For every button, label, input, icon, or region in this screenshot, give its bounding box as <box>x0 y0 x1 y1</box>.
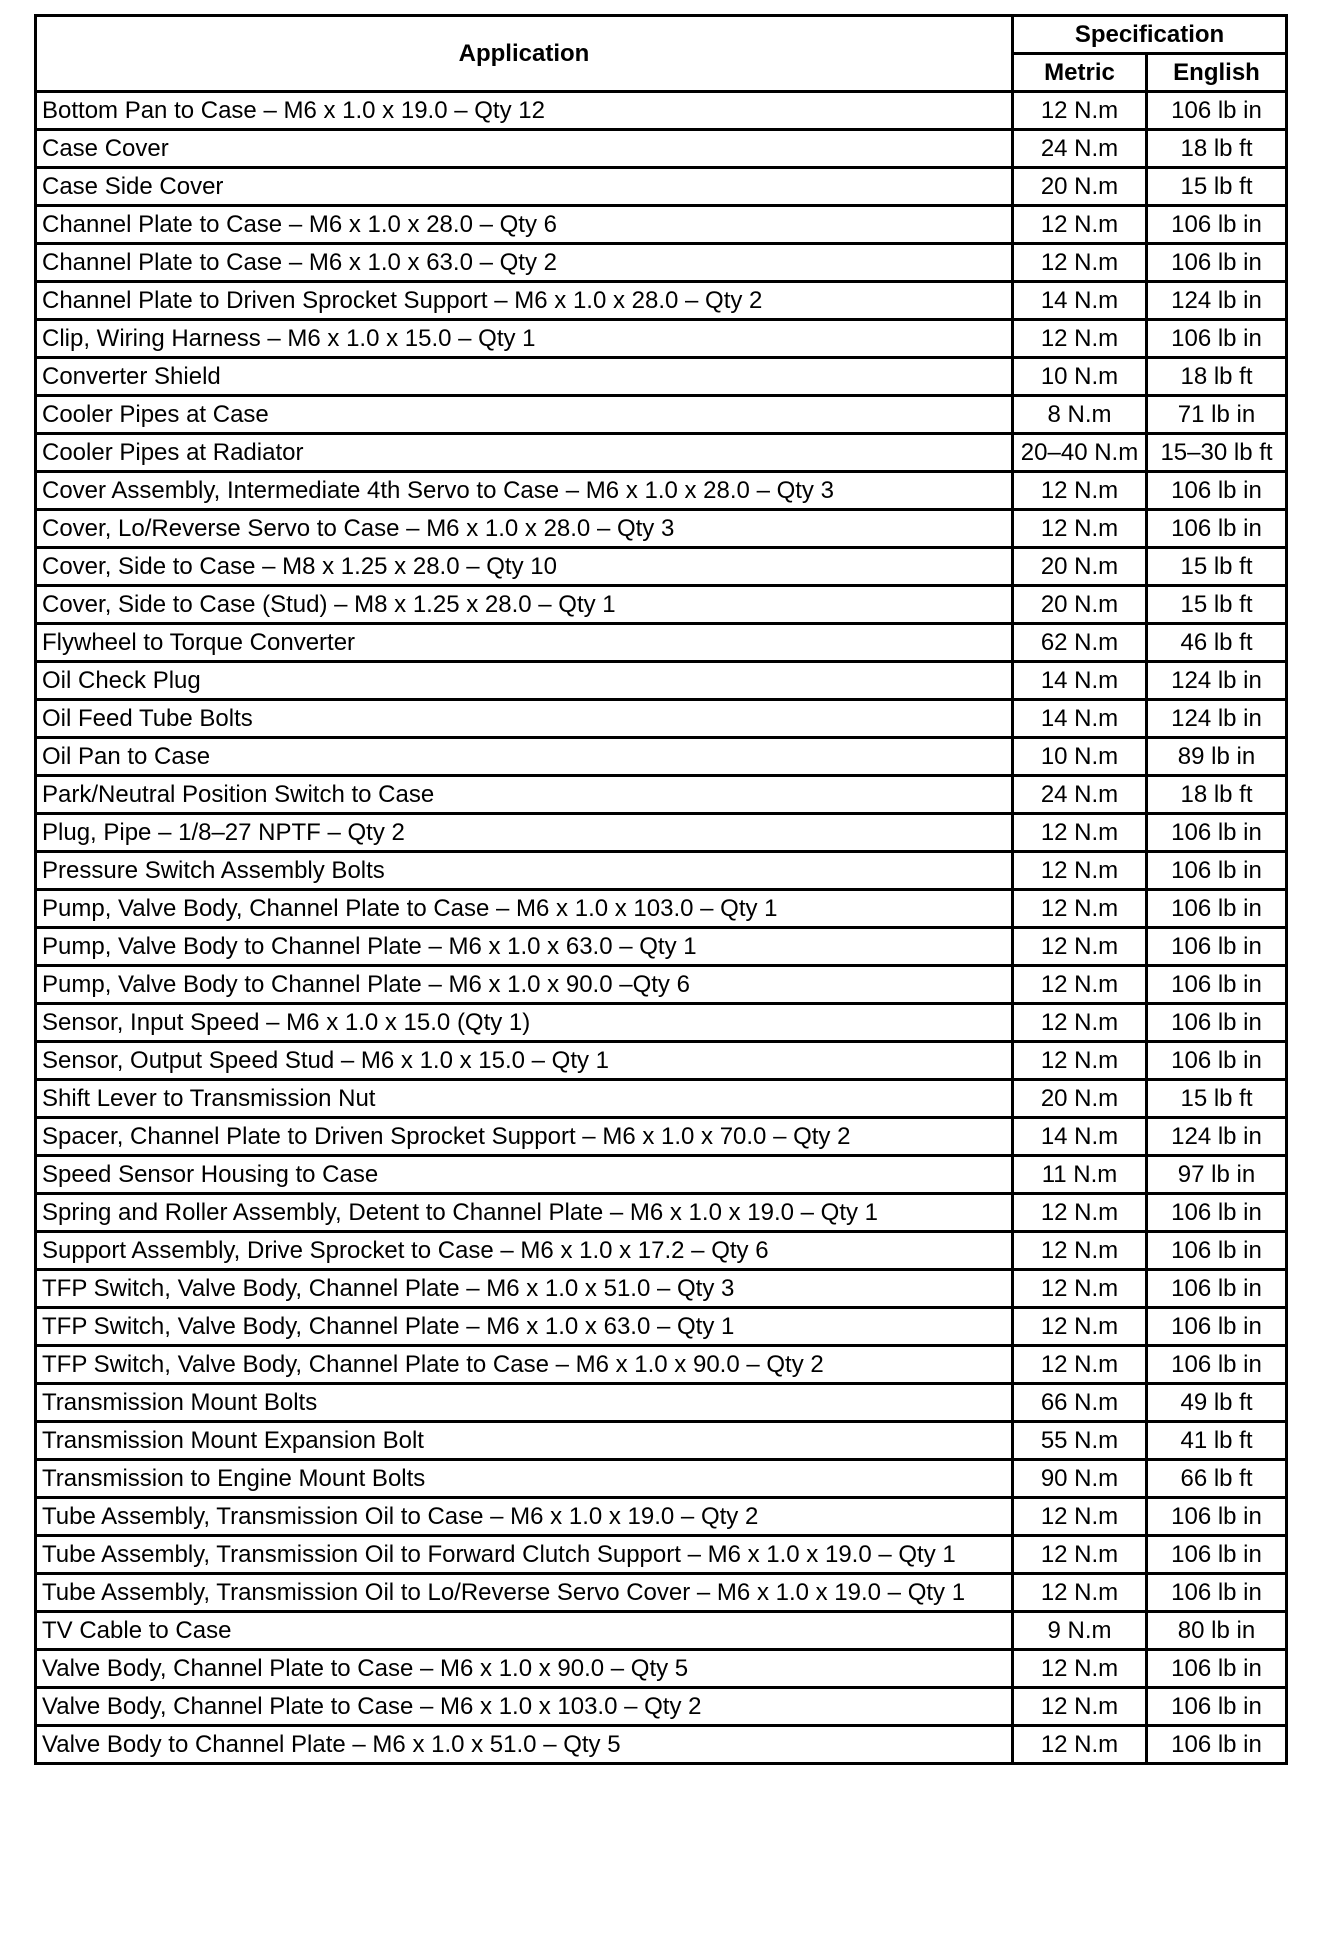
cell-application: Tube Assembly, Transmission Oil to Forward Clutch Support – M6 x 1.0 x 19.0 – Qty 1 <box>36 1536 1013 1574</box>
header-application: Application <box>36 16 1013 92</box>
cell-english: 15 lb ft <box>1147 586 1287 624</box>
cell-english: 106 lb in <box>1147 1688 1287 1726</box>
header-metric: Metric <box>1013 54 1147 92</box>
table-row <box>36 852 1287 890</box>
cell-application: Channel Plate to Driven Sprocket Support – M6 x 1.0 x 28.0 – Qty 2 <box>36 282 1013 320</box>
cell-english: 15 lb ft <box>1147 548 1287 586</box>
cell-metric: 20 N.m <box>1013 586 1147 624</box>
table-row <box>36 510 1287 548</box>
table-row <box>36 1004 1287 1042</box>
cell-metric: 12 N.m <box>1013 1194 1147 1232</box>
cell-metric: 12 N.m <box>1013 1004 1147 1042</box>
table-row <box>36 1118 1287 1156</box>
table-row <box>36 1650 1287 1688</box>
table-row <box>36 434 1287 472</box>
table-row <box>36 1270 1287 1308</box>
table-row <box>36 472 1287 510</box>
cell-english: 106 lb in <box>1147 1232 1287 1270</box>
cell-application: Cover, Lo/Reverse Servo to Case – M6 x 1.0 x 28.0 – Qty 3 <box>36 510 1013 548</box>
cell-metric: 12 N.m <box>1013 814 1147 852</box>
table-row <box>36 92 1287 130</box>
cell-metric: 12 N.m <box>1013 966 1147 1004</box>
table-row <box>36 282 1287 320</box>
cell-metric: 24 N.m <box>1013 776 1147 814</box>
cell-application: Valve Body, Channel Plate to Case – M6 x 1.0 x 103.0 – Qty 2 <box>36 1688 1013 1726</box>
cell-application: Pump, Valve Body, Channel Plate to Case – M6 x 1.0 x 103.0 – Qty 1 <box>36 890 1013 928</box>
table-row <box>36 1726 1287 1764</box>
cell-english: 46 lb ft <box>1147 624 1287 662</box>
cell-metric: 12 N.m <box>1013 1650 1147 1688</box>
table-row <box>36 1688 1287 1726</box>
cell-metric: 12 N.m <box>1013 92 1147 130</box>
cell-metric: 9 N.m <box>1013 1612 1147 1650</box>
cell-application: Channel Plate to Case – M6 x 1.0 x 63.0 – Qty 2 <box>36 244 1013 282</box>
cell-application: Spring and Roller Assembly, Detent to Channel Plate – M6 x 1.0 x 19.0 – Qty 1 <box>36 1194 1013 1232</box>
cell-english: 106 lb in <box>1147 1270 1287 1308</box>
cell-application: Sensor, Input Speed – M6 x 1.0 x 15.0 (Qty 1) <box>36 1004 1013 1042</box>
cell-english: 124 lb in <box>1147 700 1287 738</box>
cell-metric: 62 N.m <box>1013 624 1147 662</box>
cell-application: Oil Check Plug <box>36 662 1013 700</box>
cell-english: 106 lb in <box>1147 1194 1287 1232</box>
cell-metric: 12 N.m <box>1013 1308 1147 1346</box>
cell-metric: 12 N.m <box>1013 1536 1147 1574</box>
table-row <box>36 358 1287 396</box>
table-row <box>36 1156 1287 1194</box>
cell-metric: 14 N.m <box>1013 700 1147 738</box>
cell-metric: 12 N.m <box>1013 1232 1147 1270</box>
table-row <box>36 662 1287 700</box>
cell-english: 106 lb in <box>1147 1650 1287 1688</box>
table-row <box>36 1346 1287 1384</box>
cell-english: 106 lb in <box>1147 890 1287 928</box>
header-row-top <box>36 16 1287 54</box>
table-row <box>36 1194 1287 1232</box>
cell-application: Park/Neutral Position Switch to Case <box>36 776 1013 814</box>
cell-metric: 12 N.m <box>1013 1270 1147 1308</box>
table-row <box>36 168 1287 206</box>
cell-english: 106 lb in <box>1147 928 1287 966</box>
cell-metric: 12 N.m <box>1013 1346 1147 1384</box>
cell-english: 106 lb in <box>1147 92 1287 130</box>
cell-application: Valve Body, Channel Plate to Case – M6 x 1.0 x 90.0 – Qty 5 <box>36 1650 1013 1688</box>
header-specification: Specification <box>1013 16 1287 54</box>
cell-application: Spacer, Channel Plate to Driven Sprocket Support – M6 x 1.0 x 70.0 – Qty 2 <box>36 1118 1013 1156</box>
cell-application: Transmission Mount Bolts <box>36 1384 1013 1422</box>
cell-application: TFP Switch, Valve Body, Channel Plate – M6 x 1.0 x 51.0 – Qty 3 <box>36 1270 1013 1308</box>
cell-application: Valve Body to Channel Plate – M6 x 1.0 x 51.0 – Qty 5 <box>36 1726 1013 1764</box>
cell-metric: 90 N.m <box>1013 1460 1147 1498</box>
cell-application: Tube Assembly, Transmission Oil to Lo/Reverse Servo Cover – M6 x 1.0 x 19.0 – Qty 1 <box>36 1574 1013 1612</box>
cell-english: 124 lb in <box>1147 1118 1287 1156</box>
table-row <box>36 966 1287 1004</box>
table-row <box>36 1536 1287 1574</box>
cell-application: TV Cable to Case <box>36 1612 1013 1650</box>
cell-english: 106 lb in <box>1147 1536 1287 1574</box>
cell-metric: 14 N.m <box>1013 282 1147 320</box>
cell-english: 18 lb ft <box>1147 358 1287 396</box>
cell-metric: 12 N.m <box>1013 244 1147 282</box>
cell-metric: 20 N.m <box>1013 548 1147 586</box>
cell-metric: 66 N.m <box>1013 1384 1147 1422</box>
cell-application: Oil Feed Tube Bolts <box>36 700 1013 738</box>
cell-metric: 12 N.m <box>1013 320 1147 358</box>
cell-english: 106 lb in <box>1147 852 1287 890</box>
table-row <box>36 1498 1287 1536</box>
cell-english: 106 lb in <box>1147 966 1287 1004</box>
cell-metric: 10 N.m <box>1013 738 1147 776</box>
cell-metric: 12 N.m <box>1013 472 1147 510</box>
cell-metric: 12 N.m <box>1013 1498 1147 1536</box>
cell-metric: 24 N.m <box>1013 130 1147 168</box>
cell-metric: 12 N.m <box>1013 1574 1147 1612</box>
cell-application: Cooler Pipes at Case <box>36 396 1013 434</box>
table-body <box>36 92 1287 1764</box>
cell-metric: 11 N.m <box>1013 1156 1147 1194</box>
table-row <box>36 814 1287 852</box>
cell-metric: 20 N.m <box>1013 168 1147 206</box>
cell-english: 106 lb in <box>1147 1574 1287 1612</box>
cell-application: Transmission to Engine Mount Bolts <box>36 1460 1013 1498</box>
cell-application: Plug, Pipe – 1/8–27 NPTF – Qty 2 <box>36 814 1013 852</box>
cell-metric: 10 N.m <box>1013 358 1147 396</box>
table-row <box>36 548 1287 586</box>
cell-metric: 55 N.m <box>1013 1422 1147 1460</box>
table-row <box>36 738 1287 776</box>
cell-application: Cooler Pipes at Radiator <box>36 434 1013 472</box>
cell-metric: 20–40 N.m <box>1013 434 1147 472</box>
cell-english: 18 lb ft <box>1147 776 1287 814</box>
cell-english: 66 lb ft <box>1147 1460 1287 1498</box>
cell-english: 18 lb ft <box>1147 130 1287 168</box>
cell-english: 41 lb ft <box>1147 1422 1287 1460</box>
cell-english: 97 lb in <box>1147 1156 1287 1194</box>
cell-metric: 12 N.m <box>1013 1688 1147 1726</box>
cell-metric: 12 N.m <box>1013 510 1147 548</box>
cell-english: 80 lb in <box>1147 1612 1287 1650</box>
cell-application: Speed Sensor Housing to Case <box>36 1156 1013 1194</box>
table-row <box>36 1574 1287 1612</box>
table-row <box>36 928 1287 966</box>
cell-application: Pump, Valve Body to Channel Plate – M6 x 1.0 x 90.0 –Qty 6 <box>36 966 1013 1004</box>
cell-application: Sensor, Output Speed Stud – M6 x 1.0 x 15.0 – Qty 1 <box>36 1042 1013 1080</box>
cell-english: 106 lb in <box>1147 510 1287 548</box>
table-header <box>36 16 1287 92</box>
cell-application: Pressure Switch Assembly Bolts <box>36 852 1013 890</box>
cell-application: Case Side Cover <box>36 168 1013 206</box>
cell-english: 106 lb in <box>1147 244 1287 282</box>
table-row <box>36 1460 1287 1498</box>
cell-application: Shift Lever to Transmission Nut <box>36 1080 1013 1118</box>
cell-application: TFP Switch, Valve Body, Channel Plate – M6 x 1.0 x 63.0 – Qty 1 <box>36 1308 1013 1346</box>
cell-english: 106 lb in <box>1147 320 1287 358</box>
table-row <box>36 776 1287 814</box>
cell-english: 89 lb in <box>1147 738 1287 776</box>
cell-english: 106 lb in <box>1147 1004 1287 1042</box>
table-row <box>36 1232 1287 1270</box>
cell-english: 49 lb ft <box>1147 1384 1287 1422</box>
cell-metric: 8 N.m <box>1013 396 1147 434</box>
cell-application: Transmission Mount Expansion Bolt <box>36 1422 1013 1460</box>
table-row <box>36 244 1287 282</box>
cell-application: TFP Switch, Valve Body, Channel Plate to Case – M6 x 1.0 x 90.0 – Qty 2 <box>36 1346 1013 1384</box>
header-english: English <box>1147 54 1287 92</box>
cell-application: Tube Assembly, Transmission Oil to Case – M6 x 1.0 x 19.0 – Qty 2 <box>36 1498 1013 1536</box>
cell-english: 106 lb in <box>1147 1498 1287 1536</box>
cell-metric: 20 N.m <box>1013 1080 1147 1118</box>
cell-metric: 12 N.m <box>1013 206 1147 244</box>
table-row <box>36 890 1287 928</box>
table-row <box>36 206 1287 244</box>
cell-metric: 14 N.m <box>1013 1118 1147 1156</box>
cell-application: Cover, Side to Case – M8 x 1.25 x 28.0 – Qty 10 <box>36 548 1013 586</box>
table-row <box>36 586 1287 624</box>
cell-english: 106 lb in <box>1147 814 1287 852</box>
table-row <box>36 1384 1287 1422</box>
table-row <box>36 1422 1287 1460</box>
cell-english: 15 lb ft <box>1147 168 1287 206</box>
cell-english: 15–30 lb ft <box>1147 434 1287 472</box>
cell-application: Case Cover <box>36 130 1013 168</box>
cell-application: Cover, Side to Case (Stud) – M8 x 1.25 x 28.0 – Qty 1 <box>36 586 1013 624</box>
cell-application: Channel Plate to Case – M6 x 1.0 x 28.0 – Qty 6 <box>36 206 1013 244</box>
table-row <box>36 700 1287 738</box>
cell-metric: 12 N.m <box>1013 890 1147 928</box>
cell-english: 106 lb in <box>1147 206 1287 244</box>
cell-application: Pump, Valve Body to Channel Plate – M6 x 1.0 x 63.0 – Qty 1 <box>36 928 1013 966</box>
cell-english: 124 lb in <box>1147 282 1287 320</box>
cell-english: 15 lb ft <box>1147 1080 1287 1118</box>
cell-metric: 12 N.m <box>1013 1042 1147 1080</box>
cell-metric: 12 N.m <box>1013 1726 1147 1764</box>
cell-application: Converter Shield <box>36 358 1013 396</box>
table-row <box>36 396 1287 434</box>
table-row <box>36 624 1287 662</box>
table-row <box>36 320 1287 358</box>
cell-application: Bottom Pan to Case – M6 x 1.0 x 19.0 – Qty 12 <box>36 92 1013 130</box>
table-row <box>36 130 1287 168</box>
table-row <box>36 1042 1287 1080</box>
cell-english: 71 lb in <box>1147 396 1287 434</box>
cell-application: Clip, Wiring Harness – M6 x 1.0 x 15.0 – Qty 1 <box>36 320 1013 358</box>
cell-application: Support Assembly, Drive Sprocket to Case – M6 x 1.0 x 17.2 – Qty 6 <box>36 1232 1013 1270</box>
table-row <box>36 1308 1287 1346</box>
cell-english: 106 lb in <box>1147 472 1287 510</box>
cell-english: 124 lb in <box>1147 662 1287 700</box>
torque-spec-table <box>34 14 1288 1765</box>
cell-metric: 12 N.m <box>1013 852 1147 890</box>
cell-english: 106 lb in <box>1147 1308 1287 1346</box>
table-row <box>36 1080 1287 1118</box>
table-row <box>36 1612 1287 1650</box>
cell-metric: 14 N.m <box>1013 662 1147 700</box>
cell-english: 106 lb in <box>1147 1346 1287 1384</box>
cell-application: Oil Pan to Case <box>36 738 1013 776</box>
cell-application: Cover Assembly, Intermediate 4th Servo to Case – M6 x 1.0 x 28.0 – Qty 3 <box>36 472 1013 510</box>
cell-application: Flywheel to Torque Converter <box>36 624 1013 662</box>
cell-english: 106 lb in <box>1147 1726 1287 1764</box>
cell-english: 106 lb in <box>1147 1042 1287 1080</box>
cell-metric: 12 N.m <box>1013 928 1147 966</box>
